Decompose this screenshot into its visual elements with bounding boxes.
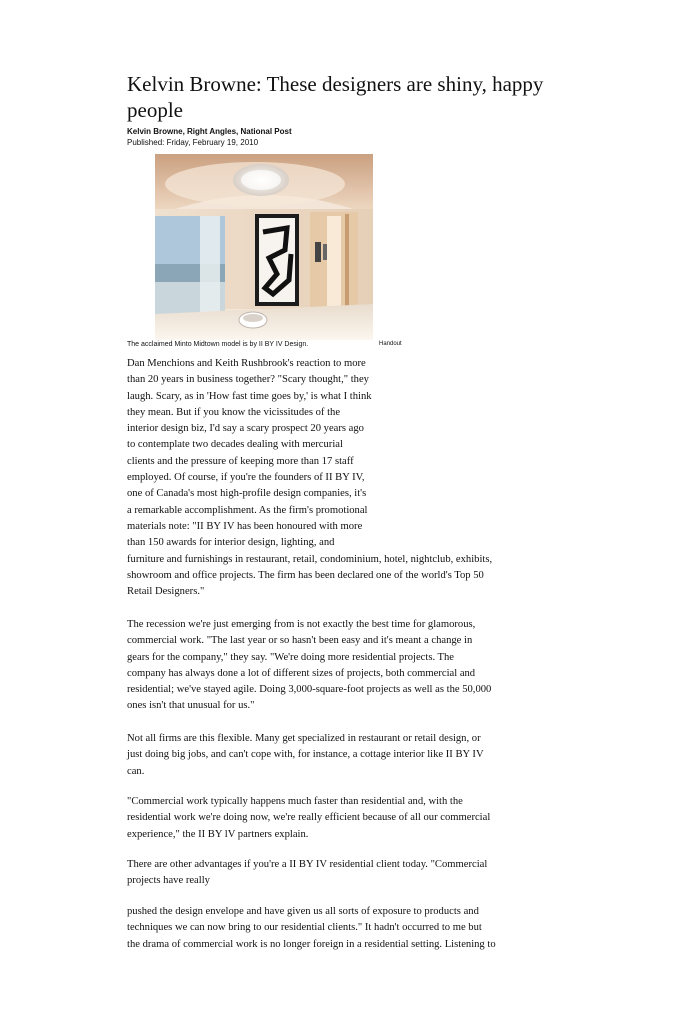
paragraph-line: the drama of commercial work is no longer foreign in a residential setting. Listening to xyxy=(127,938,496,950)
paragraph-line: showroom and office projects. The firm has been declared one of the world's Top 50 xyxy=(127,569,484,581)
paragraph-2 xyxy=(127,617,557,715)
paragraph-line: interior design biz, I'd say a scary prospect 20 years ago xyxy=(127,423,364,435)
paragraph-line: Dan Menchions and Keith Rushbrook's reaction to more xyxy=(127,358,366,369)
paragraph-line: Retail Designers." xyxy=(127,586,205,598)
paragraph-line: There are other advantages if you're a II BY IV residential client today. "Commercial xyxy=(127,859,488,870)
paragraph-5 xyxy=(127,857,557,890)
paragraph-3 xyxy=(127,731,557,780)
paragraph-line: "Commercial work typically happens much faster than residential and, with the xyxy=(127,796,463,807)
paragraph-line: experience," the II BY lV partners explain. xyxy=(127,828,309,840)
paragraph-line: furniture and furnishings in restaurant, retail, condominium, hotel, nightclub, exhibits, xyxy=(127,553,493,565)
photo-credit: Handout xyxy=(379,341,402,347)
paragraph-line: techniques we can now bring to our residential clients." It hadn't occurred to me but xyxy=(127,922,482,934)
paragraph-line: one of Canada's most high-profile design companies, it's xyxy=(127,488,367,500)
paragraph-line: they mean. But if you know the vicissitudes of the xyxy=(127,406,341,418)
paragraph-line: The recession we're just emerging from is not exactly the best time for glamorous, xyxy=(127,619,476,630)
paragraph-line: than 150 awards for interior design, lighting, and xyxy=(127,537,335,549)
article-byline: Kelvin Browne, Right Angles, National Post xyxy=(127,127,292,136)
paragraph-line: laugh. Scary, as in 'How fast time goes by,' is what I think xyxy=(127,390,372,402)
article-photo xyxy=(155,154,373,340)
paragraph-6 xyxy=(127,904,557,953)
paragraph-line: can. xyxy=(127,765,145,777)
paragraph-line: gears for the company," they say. "We're doing more residential projects. The xyxy=(127,651,455,663)
paragraph-line: to contemplate two decades dealing with mercurial xyxy=(127,439,343,451)
paragraph-line: than 20 years in business together? "Scary thought," they xyxy=(127,374,369,386)
paragraph-line: employed. Of course, if you're the founders of II BY IV, xyxy=(127,472,365,484)
paragraph-1 xyxy=(127,356,557,600)
paragraph-line: pushed the design envelope and have given us all sorts of exposure to products and xyxy=(127,906,479,917)
article-headline: Kelvin Browne: These designers are shiny, happy people xyxy=(127,72,544,122)
paragraph-line: just doing big jobs, and can't cope with, for instance, a cottage interior like II BY IV xyxy=(127,749,484,761)
paragraph-line: materials note: "II BY IV has been honoured with more xyxy=(127,520,363,532)
paragraph-4 xyxy=(127,794,557,843)
paragraph-line: ones isn't that unusual for us." xyxy=(127,700,255,712)
paragraph-line: company has always done a lot of different sizes of projects, both commercial and xyxy=(127,667,476,679)
paragraph-line: Not all firms are this flexible. Many get specialized in restaurant or retail design, or xyxy=(127,733,481,744)
paragraph-line: clients and the pressure of keeping more than 17 staff xyxy=(127,455,354,467)
photo-caption: The acclaimed Minto Midtown model is by II BY IV Design. xyxy=(127,341,309,348)
paragraph-line: commercial work. "The last year or so hasn't been easy and it's meant a change in xyxy=(127,635,473,647)
paragraph-line: residential; we've stayed agile. Doing 3,000-square-foot projects as well as the 50,000 xyxy=(127,684,492,696)
article-published-date: Published: Friday, February 19, 2010 xyxy=(127,138,259,147)
paragraph-line: a remarkable accomplishment. As the firm's promotional xyxy=(127,504,368,516)
paragraph-line: residential work we're doing now, we're really efficient because of all our commercial xyxy=(127,812,491,824)
paragraph-line: projects have really xyxy=(127,875,210,887)
